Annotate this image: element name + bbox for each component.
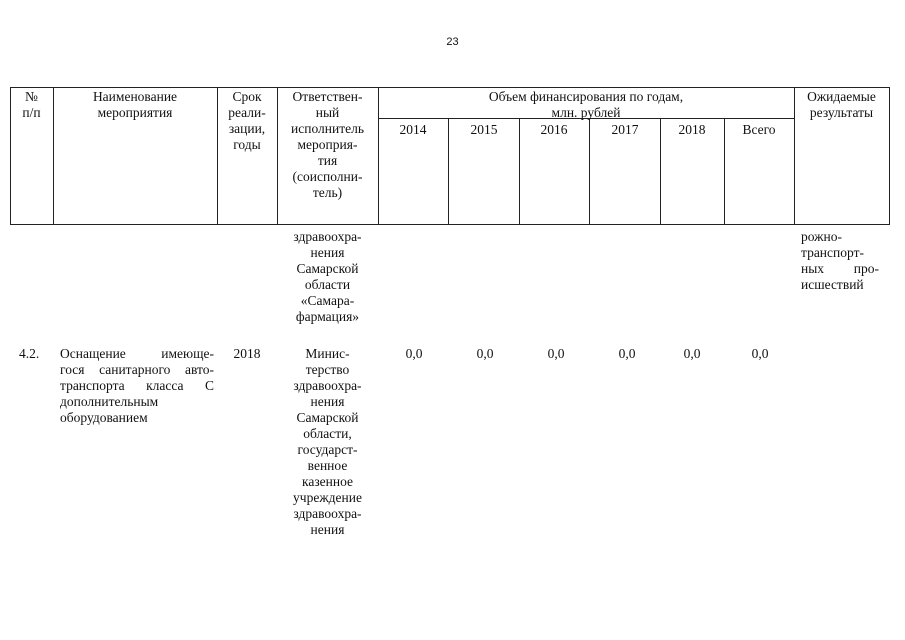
cell-text: здравоохра- xyxy=(293,229,362,244)
header-year: 2014 xyxy=(399,122,427,137)
header-text: зации, xyxy=(228,121,266,136)
header-responsible xyxy=(277,89,378,201)
row-term: 2018 xyxy=(233,346,261,361)
cell-text: ных про- xyxy=(801,261,879,276)
table-header-bottom-border xyxy=(10,224,890,225)
header-num xyxy=(10,89,53,121)
value-total: 0,0 xyxy=(751,346,769,361)
header-text: Ответствен- xyxy=(292,89,363,104)
value-2018: 0,0 xyxy=(683,346,701,361)
header-results xyxy=(794,89,889,121)
cell-text: области xyxy=(304,277,351,292)
value-2017: 0,0 xyxy=(618,346,636,361)
cell-text: нения xyxy=(310,522,345,537)
header-name xyxy=(53,89,217,121)
header-total: Всего xyxy=(742,122,776,137)
cell-text: гося санитарного авто- xyxy=(60,362,214,377)
cell-text: нения xyxy=(310,394,345,409)
header-text: млн. рублей xyxy=(551,105,621,120)
cell-text: казенное xyxy=(301,474,354,489)
cell-text: области, xyxy=(303,426,352,441)
header-text: мероприя- xyxy=(297,137,358,152)
header-text: ный xyxy=(315,105,340,120)
page-number: 23 xyxy=(446,36,459,48)
header-text: Наименование xyxy=(92,89,178,104)
cell-text: оборудованием xyxy=(60,410,148,425)
cell-text: транспорт- xyxy=(801,245,864,260)
col-border xyxy=(660,118,661,225)
cell-text: исшествий xyxy=(801,277,864,292)
header-funding xyxy=(378,89,794,121)
header-text: (соисполни- xyxy=(292,169,363,184)
cell-text: Самарской xyxy=(296,410,359,425)
header-text: Срок xyxy=(232,89,262,104)
cell-text: «Самара- xyxy=(300,293,355,308)
col-border xyxy=(889,87,890,225)
continuation-responsible xyxy=(277,229,378,325)
header-text: Объем финансирования по годам, xyxy=(488,89,684,104)
header-text: мероприятия xyxy=(97,105,173,120)
cell-text: здравоохра- xyxy=(293,378,362,393)
cell-text: нения xyxy=(310,245,345,260)
header-text: № xyxy=(25,89,38,104)
header-text: п/п xyxy=(22,105,41,120)
header-term xyxy=(217,89,277,153)
cell-text: учреждение xyxy=(293,490,362,505)
value-2015: 0,0 xyxy=(476,346,494,361)
continuation-results xyxy=(801,229,879,293)
col-border xyxy=(589,118,590,225)
header-text: тель) xyxy=(312,185,343,200)
header-text: Ожидаемые xyxy=(807,89,876,104)
header-text: годы xyxy=(233,137,261,152)
col-border xyxy=(448,118,449,225)
cell-text: Оснащение имеюще- xyxy=(60,346,214,361)
table-top-border xyxy=(10,87,890,88)
cell-text: государст- xyxy=(297,442,358,457)
col-border xyxy=(724,118,725,225)
row-name xyxy=(60,346,214,426)
header-text: тия xyxy=(317,153,338,168)
col-border xyxy=(519,118,520,225)
header-year: 2016 xyxy=(540,122,568,137)
header-year: 2017 xyxy=(611,122,639,137)
cell-text: транспорта класса С xyxy=(60,378,214,393)
cell-text: Минис- xyxy=(305,346,350,361)
cell-text: венное xyxy=(307,458,348,473)
cell-text: дополнительным xyxy=(60,394,159,409)
cell-text: терство xyxy=(305,362,350,377)
cell-text: здравоохра- xyxy=(293,506,362,521)
header-text: реали- xyxy=(228,105,266,120)
row-number: 4.2. xyxy=(19,346,40,361)
row-responsible xyxy=(277,346,378,538)
cell-text: рожно- xyxy=(801,229,842,244)
cell-text: Самарской xyxy=(296,261,359,276)
header-text: результаты xyxy=(809,105,874,120)
header-text: исполнитель xyxy=(291,121,364,136)
header-year: 2018 xyxy=(678,122,706,137)
value-2014: 0,0 xyxy=(405,346,423,361)
header-year: 2015 xyxy=(470,122,498,137)
cell-text: фармация» xyxy=(295,309,360,324)
value-2016: 0,0 xyxy=(547,346,565,361)
